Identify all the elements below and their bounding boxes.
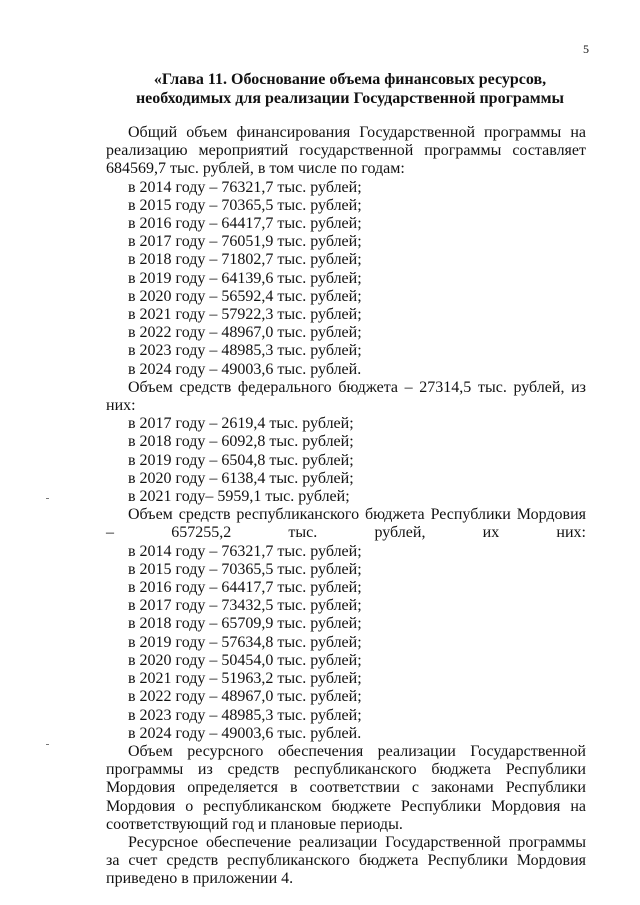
total-funding-by-year <box>106 179 586 379</box>
resource-provision-paragraph: Объем ресурсного обеспечения реализации Государственной программы из средств республиканского бюджета Республики Мордовия определяется в соответствии с законами Республики Мордовия о республиканском бюджете Республики Мордовия на соответствующий год и плановые периоды. <box>106 742 586 833</box>
funding-year-line: в 2021 году – 57922,3 тыс. рублей; <box>128 306 362 324</box>
funding-year-line: в 2015 году – 70365,5 тыс. рублей; <box>128 560 362 578</box>
page-number: 5 <box>583 42 589 56</box>
funding-year-line: в 2017 году – 76051,9 тыс. рублей; <box>128 233 362 251</box>
funding-year-line: в 2022 году – 48967,0 тыс. рублей; <box>128 688 362 706</box>
funding-year-line: в 2020 году – 50454,0 тыс. рублей; <box>128 651 362 669</box>
appendix-reference-paragraph: Ресурсное обеспечение реализации Государственной программы за счет средств республиканского бюджета Республики Мордовия приведено в приложении 4. <box>106 833 586 888</box>
federal-funding-paragraph: Объем средств федерального бюджета – 27314,5 тыс. рублей, из них: <box>106 378 586 415</box>
funding-year-line: в 2024 году – 49003,6 тыс. рублей. <box>128 724 362 742</box>
funding-year-line: в 2021 году – 51963,2 тыс. рублей; <box>128 670 362 688</box>
funding-year-line: в 2023 году – 48985,3 тыс. рублей; <box>128 342 362 360</box>
funding-year-line: в 2019 году – 64139,6 тыс. рублей; <box>128 269 362 287</box>
funding-year-line: в 2017 году – 2619,4 тыс. рублей; <box>128 415 354 433</box>
funding-year-line: в 2022 году – 48967,0 тыс. рублей; <box>128 324 362 342</box>
funding-year-line: в 2019 году – 57634,8 тыс. рублей; <box>128 633 362 651</box>
funding-year-line: в 2018 году – 65709,9 тыс. рублей; <box>128 615 362 633</box>
funding-year-line: в 2018 году – 71802,7 тыс. рублей; <box>128 251 362 269</box>
chapter-title-line-2: необходимых для реализации Государственной программы <box>135 90 565 107</box>
funding-year-line: в 2019 году – 6504,8 тыс. рублей; <box>128 451 354 469</box>
republic-funding-paragraph: Объем средств республиканского бюджета Республики Мордовия – 657255,2 тыс. рублей, их них: <box>106 506 586 542</box>
funding-year-line: в 2023 году – 48985,3 тыс. рублей; <box>128 706 362 724</box>
funding-year-line: в 2021 году– 5959,1 тыс. рублей; <box>128 488 350 506</box>
document-body <box>106 124 586 889</box>
chapter-title <box>100 70 600 108</box>
funding-year-line: в 2016 году – 64417,7 тыс. рублей; <box>128 215 362 233</box>
funding-year-line: в 2018 году – 6092,8 тыс. рублей; <box>128 433 354 451</box>
funding-year-line: в 2024 году – 49003,6 тыс. рублей. <box>128 360 362 378</box>
funding-year-line: в 2017 году – 73432,5 тыс. рублей; <box>128 597 362 615</box>
funding-year-line: в 2020 году – 56592,4 тыс. рублей; <box>128 287 362 305</box>
total-funding-paragraph: Общий объем финансирования Государственной программы на реализацию мероприятий государственной программы составляет 684569,7 тыс. рублей, в том числе по годам: <box>106 124 586 178</box>
funding-year-line: в 2016 году – 64417,7 тыс. рублей; <box>128 579 362 597</box>
republic-funding-by-year <box>106 543 586 743</box>
chapter-title-line-1: «Глава 11. Обоснование объема финансовых ресурсов, <box>153 71 547 88</box>
funding-year-line: в 2015 году – 70365,5 тыс. рублей; <box>128 196 362 214</box>
funding-year-line: в 2014 году – 76321,7 тыс. рублей; <box>128 178 362 196</box>
funding-year-line: в 2014 году – 76321,7 тыс. рублей; <box>128 542 362 560</box>
federal-funding-by-year <box>106 415 586 506</box>
margin-mark <box>46 498 49 499</box>
margin-mark <box>46 744 49 745</box>
funding-year-line: в 2020 году – 6138,4 тыс. рублей; <box>128 469 354 487</box>
